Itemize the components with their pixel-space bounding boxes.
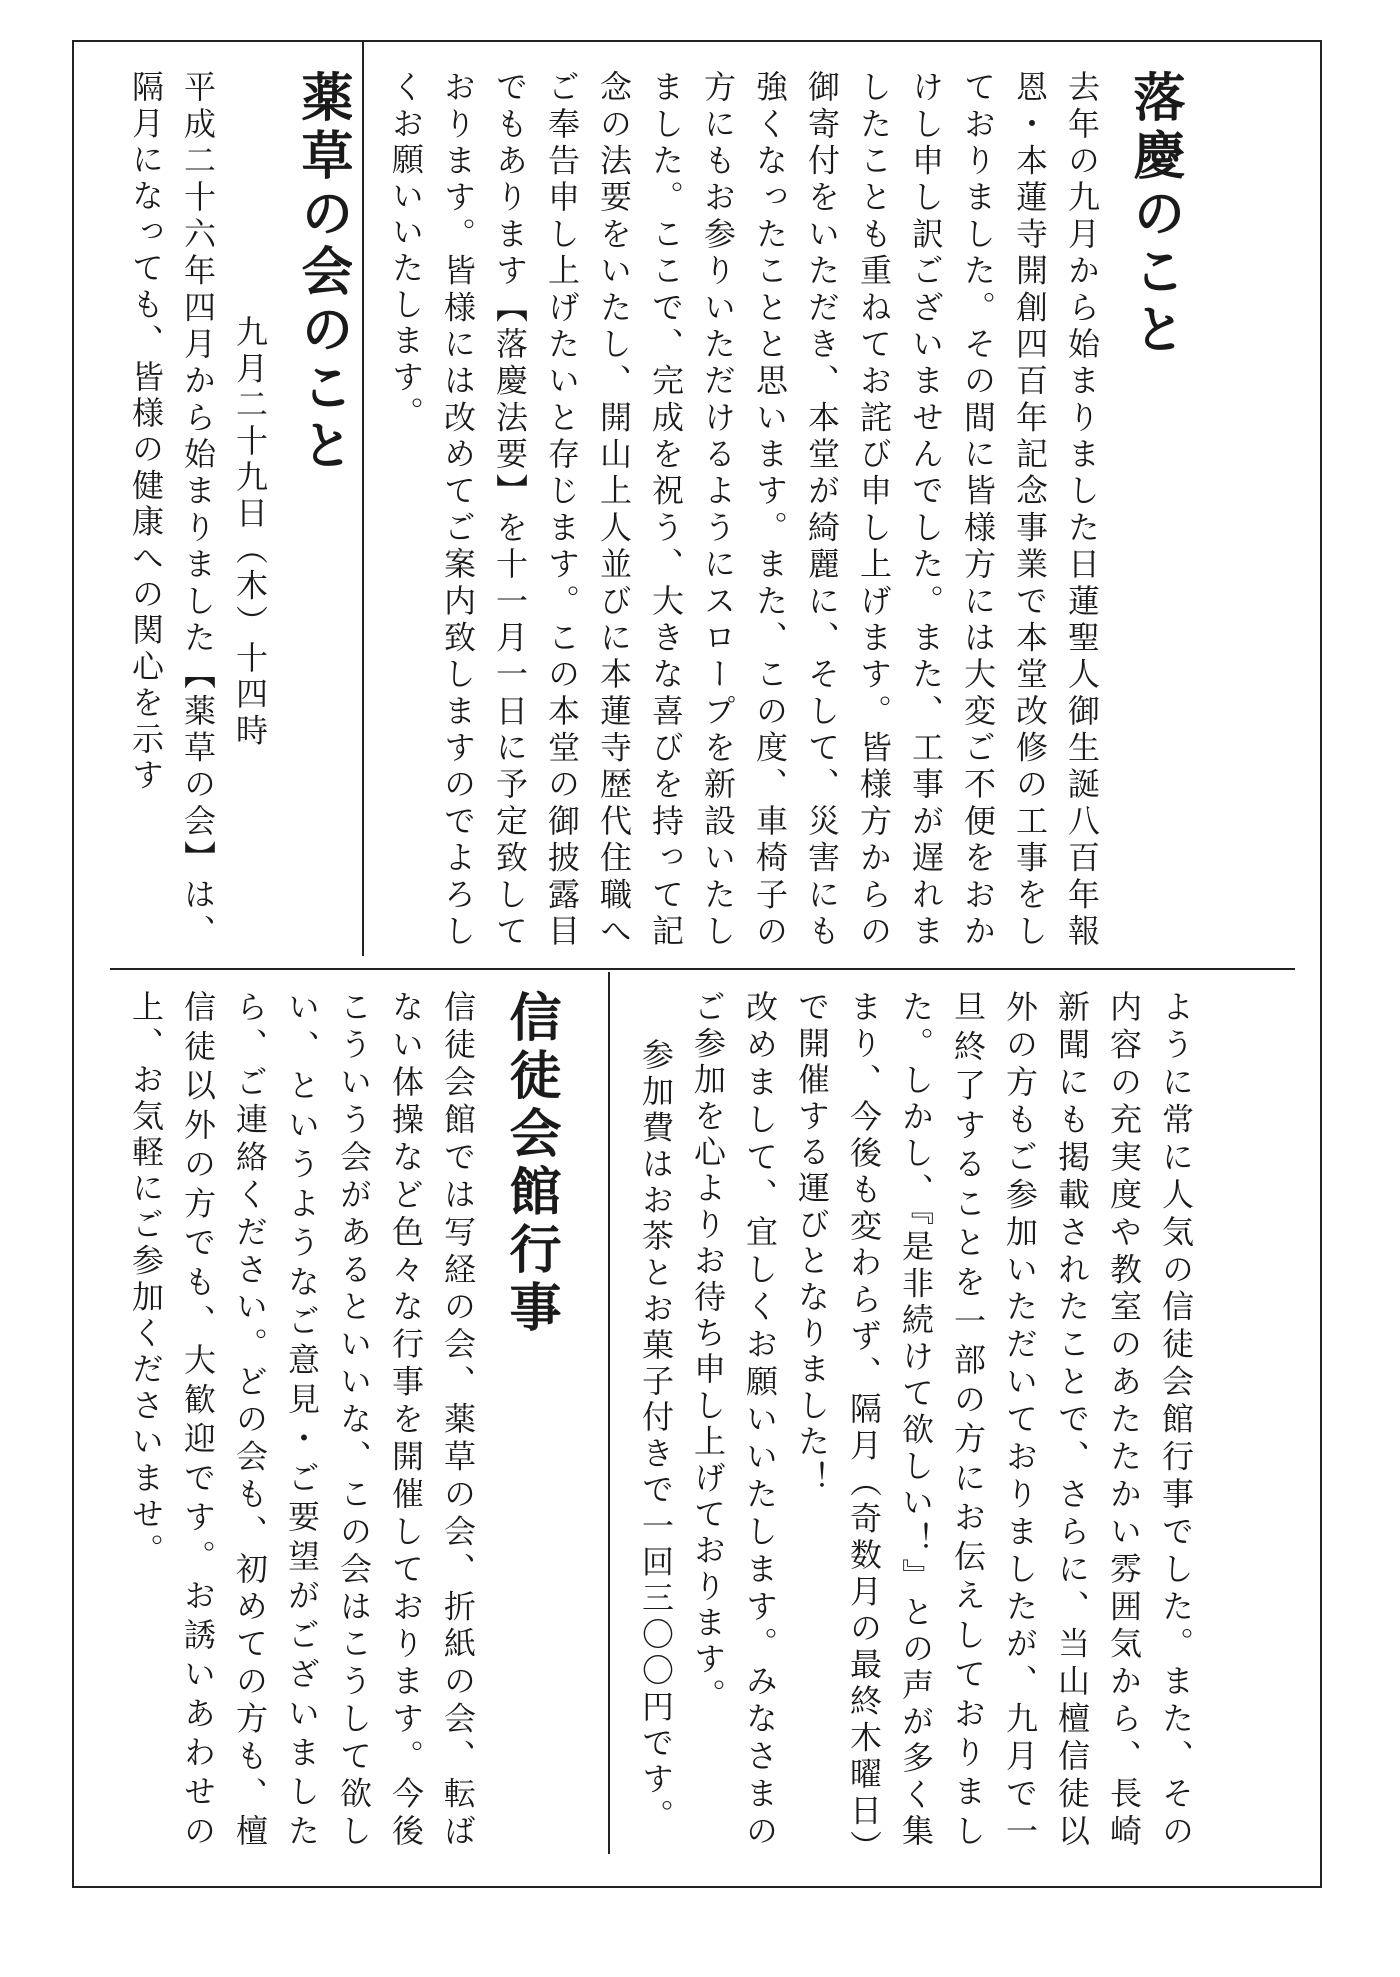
rakkei-vertical-text [380, 70, 1184, 950]
rakkei-section [380, 70, 1302, 950]
yakuso-title: 薬草の会のこと [292, 70, 352, 476]
shinto-title: 信徒会館行事 [500, 990, 560, 1338]
shinto-vertical-text [120, 990, 560, 1850]
yakuso-section [120, 70, 352, 950]
yakuso-date: 九月二十九日（木）十四時 [231, 315, 269, 750]
rakkei-title: 落慶のこと [1124, 70, 1184, 360]
yakuso-continued-section [630, 990, 1295, 1850]
shinto-section [120, 990, 595, 1850]
continued-body-3: 参加費はお茶とお菓子付きで一回三〇〇円です。 [637, 1038, 675, 1835]
shinto-body: 信徒会館では写経の会、薬草の会、折紙の会、転ばない体操など色々な行事を開催しております。今後こういう会があるといいな、この会はこうして欲しい、というようなご意見・ご要望がございましたら、ご連絡ください。どの会も、初めての方も、檀信徒以外の方でも、大歓迎です。お誘いあわせの上、お気軽にご参加くださいませ。 [127, 990, 477, 1850]
yakuso-body: 平成二十六年四月から始まりました【薬草の会】は、隔月になっても、皆様の健康への関心を示す [127, 70, 217, 950]
continued-vertical-text [630, 990, 1202, 1850]
horizontal-divider [110, 968, 1295, 970]
continued-body-1: ように常に人気の信徒会館行事でした。また、その内容の充実度や教室のあたたかい雰囲気から、長崎新聞にも掲載されたことで、さらに、当山檀信徒以外の方もご参加いただいておりましたが、九月で一旦終了することを一部の方にお伝えしておりました。しかし、『是非続けて欲しい！』との声が多く集まり、今後も変わらず、隔月（奇数月の最終木曜日）で開催する運びとなりました！ [793, 990, 1195, 1850]
rakkei-body: 去年の九月から始まりました日蓮聖人御生誕八百年報恩・本蓮寺開創四百年記念事業で本堂改修の工事をしておりました。その間に皆様方には大変ご不便をおかけし申し訳ございませんでした。また、工事が遅れましたことも重ねてお詫び申し上げます。皆様方からの御寄付をいただき、本堂が綺麗に、そして、災害にも強くなったことと思います。また、この度、車椅子の方にもお参りいただけるようにスロープを新設いたしました。ここで、完成を祝う、大きな喜びを持って記念の法要をいたし、開山上人並びに本蓮寺歴代住職へご奉告申し上げたいと存じます。この本堂の御披露目でもあります【落慶法要】を十一月一日に予定致しております。皆様には改めてご案内致しますのでよろしくお願いいたします。 [387, 70, 1101, 950]
continued-body-2: 改めまして、宜しくお願いいたします。みなさまのご参加を心よりお待ち申し上げております。 [689, 990, 779, 1850]
bottom-column-divider [608, 972, 610, 1854]
yakuso-vertical-text [120, 70, 352, 950]
top-column-divider [362, 42, 364, 956]
